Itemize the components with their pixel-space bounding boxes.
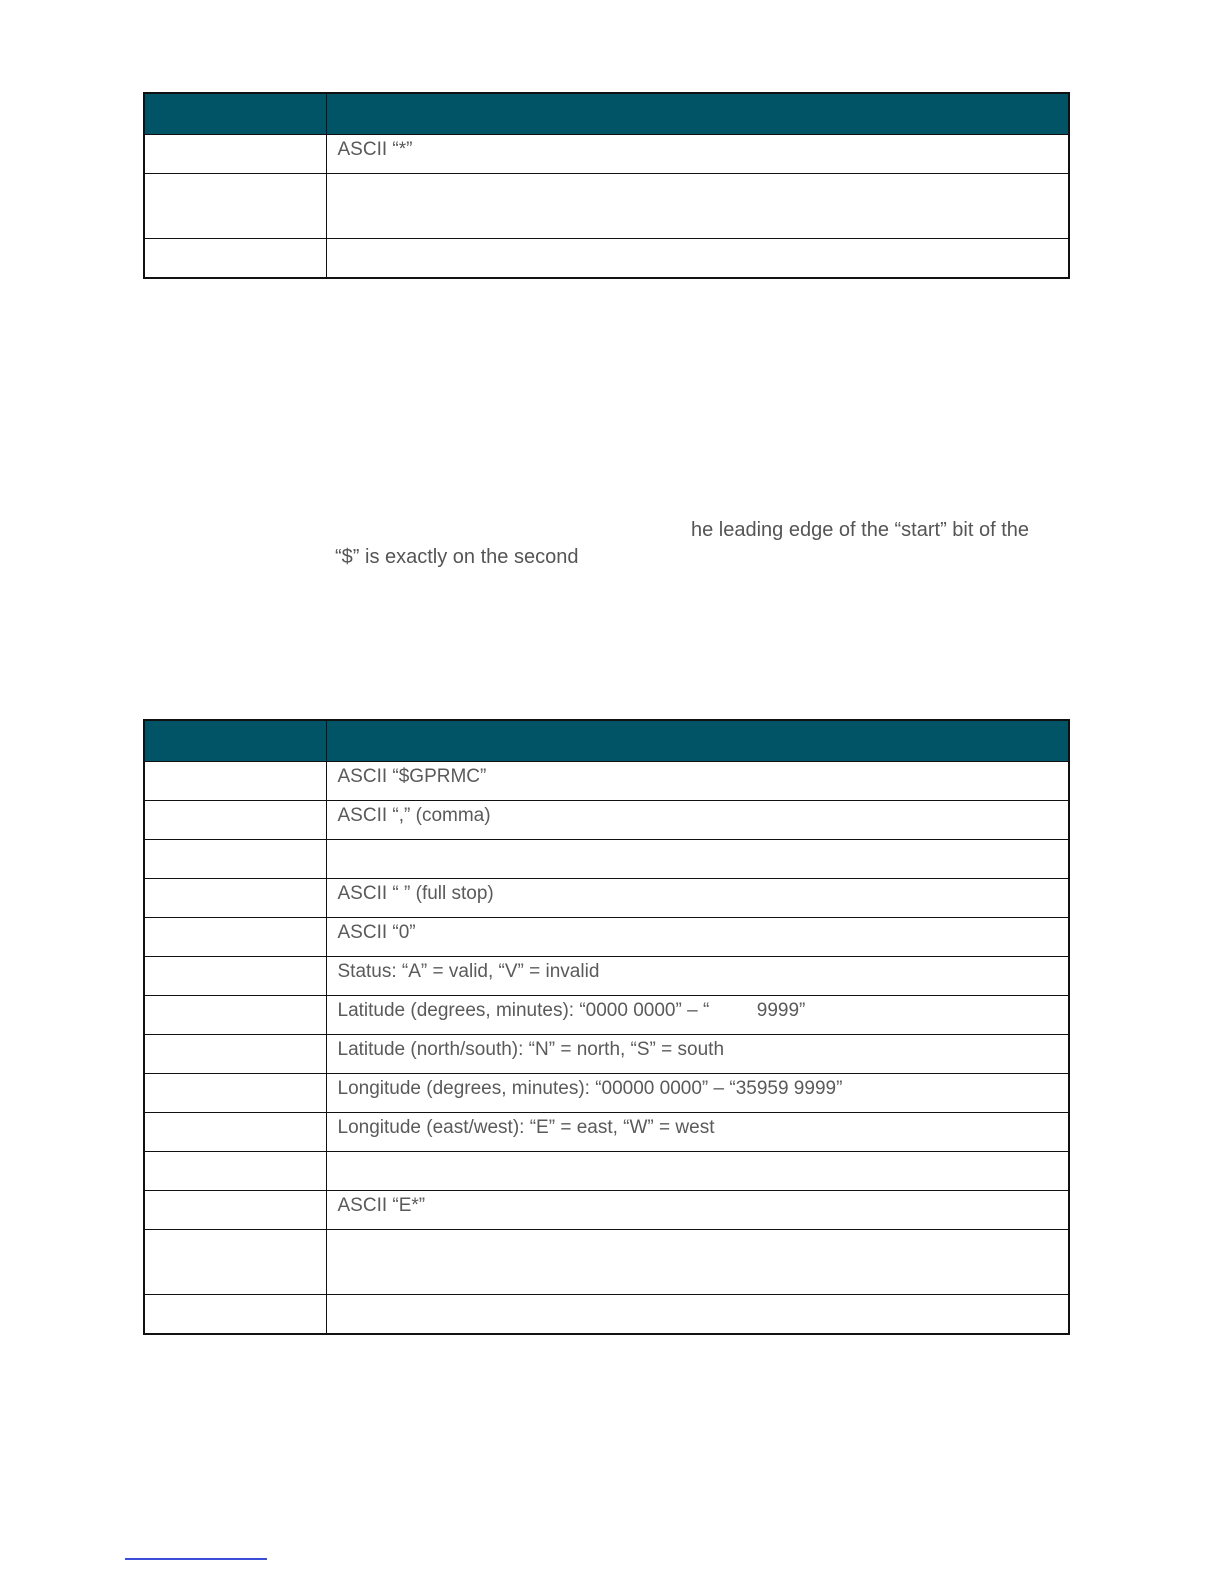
description-cell — [326, 239, 1069, 279]
description-cell: ASCII “ ” (full stop) — [326, 879, 1069, 918]
field-cell — [144, 1152, 326, 1191]
description-cell: Status: “A” = valid, “V” = invalid — [326, 957, 1069, 996]
table-row — [144, 135, 1069, 174]
field-cell — [144, 135, 326, 174]
gprmc-field-table — [143, 719, 1070, 1335]
description-cell: ASCII “,” (comma) — [326, 801, 1069, 840]
description-cell — [326, 1230, 1069, 1295]
field-cell — [144, 918, 326, 957]
table-row — [144, 957, 1069, 996]
field-cell — [144, 801, 326, 840]
table-row — [144, 239, 1069, 279]
description-cell: ASCII “E*” — [326, 1191, 1069, 1230]
table-row — [144, 879, 1069, 918]
table-header — [144, 720, 1069, 762]
table-row — [144, 1230, 1069, 1295]
field-table-1 — [143, 92, 1070, 279]
paragraph-line-2: “$” is exactly on the second — [335, 546, 579, 568]
table-row — [144, 1074, 1069, 1113]
paragraph-line-1: he leading edge of the “start” bit of the — [691, 519, 1029, 541]
header-cell-field — [144, 720, 326, 762]
field-cell — [144, 840, 326, 879]
field-cell — [144, 879, 326, 918]
header-cell-description — [326, 720, 1069, 762]
description-cell: Latitude (degrees, minutes): “0000 0000” – “ 9999” — [326, 996, 1069, 1035]
table-row — [144, 801, 1069, 840]
description-cell: Latitude (north/south): “N” = north, “S” = south — [326, 1035, 1069, 1074]
field-cell — [144, 1035, 326, 1074]
table-row — [144, 1113, 1069, 1152]
table-row — [144, 174, 1069, 239]
table-header — [144, 93, 1069, 135]
table-row — [144, 1152, 1069, 1191]
field-cell — [144, 1074, 326, 1113]
field-cell — [144, 1113, 326, 1152]
table-row — [144, 918, 1069, 957]
table-row — [144, 840, 1069, 879]
field-cell — [144, 1295, 326, 1335]
description-cell: Longitude (degrees, minutes): “00000 0000” – “35959 9999” — [326, 1074, 1069, 1113]
header-cell-field — [144, 93, 326, 135]
field-cell — [144, 239, 326, 279]
field-cell — [144, 762, 326, 801]
field-cell — [144, 957, 326, 996]
header-cell-description — [326, 93, 1069, 135]
table-row — [144, 762, 1069, 801]
footer-link-underline[interactable] — [125, 1558, 267, 1560]
description-cell: ASCII “*” — [326, 135, 1069, 174]
description-cell: ASCII “$GPRMC” — [326, 762, 1069, 801]
description-cell: Longitude (east/west): “E” = east, “W” = west — [326, 1113, 1069, 1152]
description-cell — [326, 174, 1069, 239]
description-cell — [326, 1152, 1069, 1191]
table-row — [144, 1191, 1069, 1230]
description-cell — [326, 840, 1069, 879]
table-row — [144, 996, 1069, 1035]
field-cell — [144, 1230, 326, 1295]
table-row — [144, 1035, 1069, 1074]
field-cell — [144, 174, 326, 239]
description-cell: ASCII “0” — [326, 918, 1069, 957]
description-cell — [326, 1295, 1069, 1335]
field-cell — [144, 996, 326, 1035]
table-row — [144, 1295, 1069, 1335]
field-cell — [144, 1191, 326, 1230]
